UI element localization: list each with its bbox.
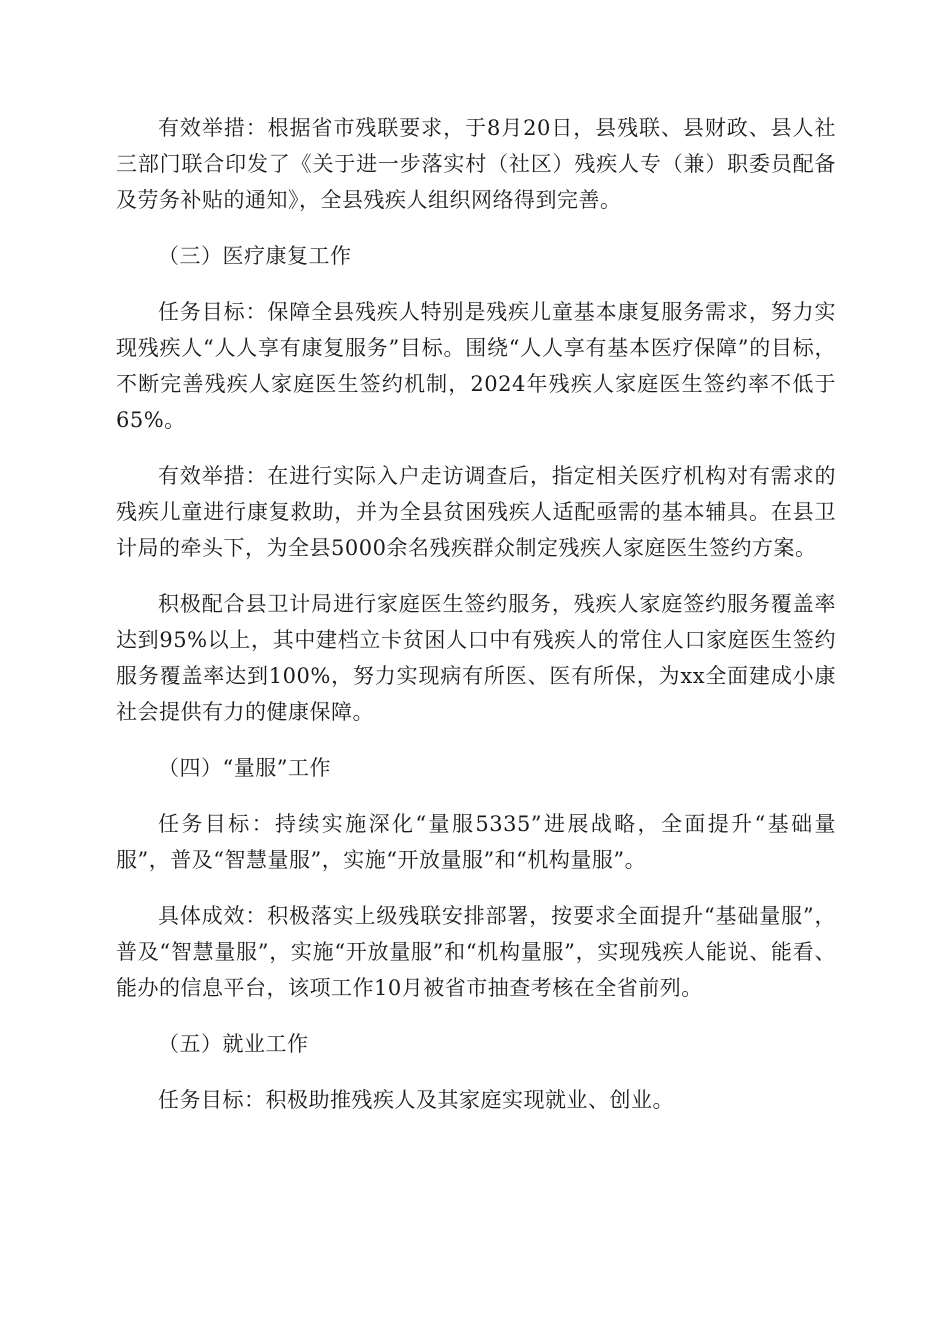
section-heading-liangfu: （四）“量服”工作	[158, 756, 331, 780]
paragraph-results-liangfu: 具体成效：积极落实上级残联安排部署，按要求全面提升“基础量服”，普及“智慧量服”，实施“开放量服”和“机构量服”，实现残疾人能说、能看、能办的信息平台，该项工作10月被省市抽查考核在全省前列。	[116, 904, 836, 1000]
paragraph-family-doctor-service: 积极配合县卫计局进行家庭医生签约服务，残疾人家庭签约服务覆盖率达到95%以上，其中建档立卡贫困人口中有残疾人的常住人口家庭医生签约服务覆盖率达到100%，努力实现病有所医、医有所保，为xx全面建成小康社会提供有力的健康保障。	[116, 592, 836, 724]
paragraph-goal-medical-rehab: 任务目标：保障全县残疾人特别是残疾儿童基本康复服务需求，努力实现残疾人“人人享有康复服务”目标。围绕“人人享有基本医疗保障”的目标，不断完善残疾人家庭医生签约机制，2024年残疾人家庭医生签约率不低于65%。	[116, 300, 836, 432]
section-heading-medical-rehab: （三）医疗康复工作	[158, 244, 352, 268]
document-body	[116, 110, 836, 1138]
paragraph-goal-employment: 任务目标：积极助推残疾人及其家庭实现就业、创业。	[158, 1088, 674, 1112]
section-heading-employment: （五）就业工作	[158, 1032, 309, 1056]
paragraph-measures-organization: 有效举措：根据省市残联要求，于8月20日，县残联、县财政、县人社三部门联合印发了《关于进一步落实村（社区）残疾人专（兼）职委员配备及劳务补贴的通知》，全县残疾人组织网络得到完善。	[116, 116, 836, 212]
paragraph-goal-liangfu: 任务目标：持续实施深化“量服5335”进展战略，全面提升“基础量服”，普及“智慧量服”，实施“开放量服”和“机构量服”。	[116, 812, 836, 872]
paragraph-measures-medical-rehab: 有效举措：在进行实际入户走访调查后，指定相关医疗机构对有需求的残疾儿童进行康复救助，并为全县贫困残疾人适配亟需的基本辅具。在县卫计局的牵头下，为全县5000余名残疾群众制定残疾人家庭医生签约方案。	[116, 464, 836, 560]
